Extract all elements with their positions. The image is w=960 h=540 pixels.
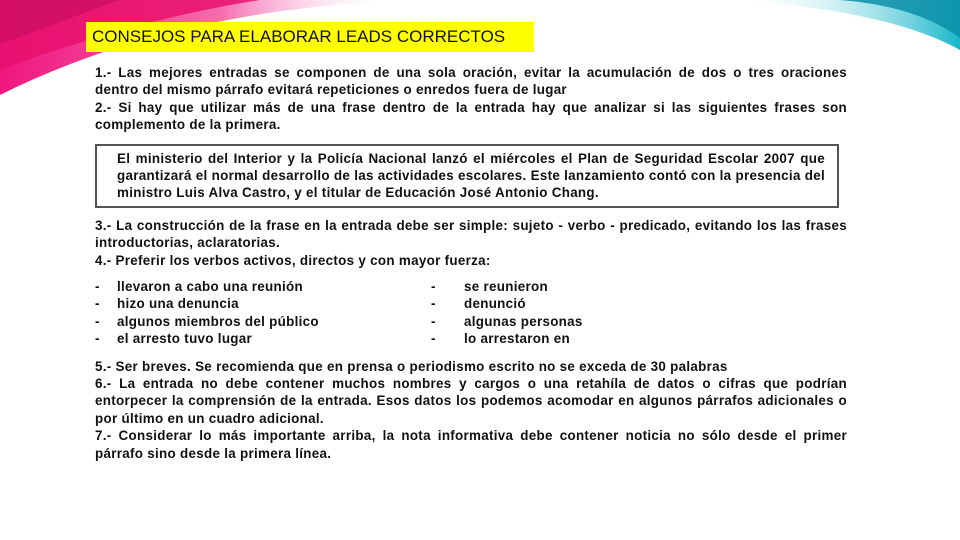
list-bullet: -: [95, 313, 100, 329]
verb-comparison-list: [95, 278, 847, 348]
list-bullet: -: [431, 279, 436, 295]
tip-3: 3.- La construcción de la frase en la entrada debe ser simple: sujeto - verbo - predicado, evitando los las frases introductorias, aclaratorias.: [95, 217, 847, 251]
strong-verb: algunas personas: [464, 313, 583, 329]
tip-6: 6.- La entrada no debe contener muchos nombres y cargos o una retahíla de datos o cifras que podrían entorpecer la comprensión de la entrada. Esos datos los podemos acomodar en algunos párrafos adicionales o por último en un cuadro adicional.: [95, 376, 847, 426]
example-box: El ministerio del Interior y la Policía Nacional lanzó el miércoles el Plan de Seguridad Escolar 2007 que garantizará el normal desarrollo de las actividades escolares. Este lanzamiento contó con la presencia del ministro Luis Alva Castro, y el titular de Educación José Antonio Chang.: [95, 144, 839, 208]
strong-verb: se reunieron: [464, 279, 548, 295]
weak-verb: llevaron a cabo una reunión: [117, 279, 303, 295]
list-item: [95, 330, 847, 347]
weak-verb: algunos miembros del público: [117, 313, 319, 329]
list-item: [95, 295, 847, 312]
tip-5: 5.- Ser breves. Se recomienda que en prensa o periodismo escrito no se exceda de 30 palabras: [95, 358, 728, 374]
list-item: [95, 313, 847, 330]
list-bullet: -: [431, 296, 436, 312]
strong-verb: lo arrestaron en: [464, 331, 571, 347]
tip-1: 1.- Las mejores entradas se componen de una sola oración, evitar la acumulación de dos o tres oraciones dentro del mismo párrafo evitará repeticiones o enredos fuera de lugar: [95, 65, 847, 98]
tip-7: 7.- Considerar lo más importante arriba, la nota informativa debe contener noticia no sólo desde el primer párrafo sino desde la primera línea.: [95, 428, 847, 461]
tip-2: 2.- Si hay que utilizar más de una frase dentro de la entrada hay que analizar si las siguientes frases son complemento de la primera.: [95, 99, 847, 133]
tip-4: 4.- Preferir los verbos activos, directos y con mayor fuerza:: [95, 252, 491, 268]
list-bullet: -: [95, 279, 100, 295]
slide-title: CONSEJOS PARA ELABORAR LEADS CORRECTOS: [86, 22, 534, 52]
list-bullet: -: [95, 296, 100, 312]
document-body: [95, 64, 847, 462]
list-bullet: -: [431, 313, 436, 329]
list-bullet: -: [431, 331, 436, 347]
decorative-top-right-swoosh: [730, 0, 960, 60]
list-bullet: -: [95, 331, 100, 347]
weak-verb: el arresto tuvo lugar: [117, 331, 253, 347]
strong-verb: denunció: [464, 296, 526, 312]
weak-verb: hizo una denuncia: [117, 296, 239, 312]
list-item: [95, 278, 847, 295]
